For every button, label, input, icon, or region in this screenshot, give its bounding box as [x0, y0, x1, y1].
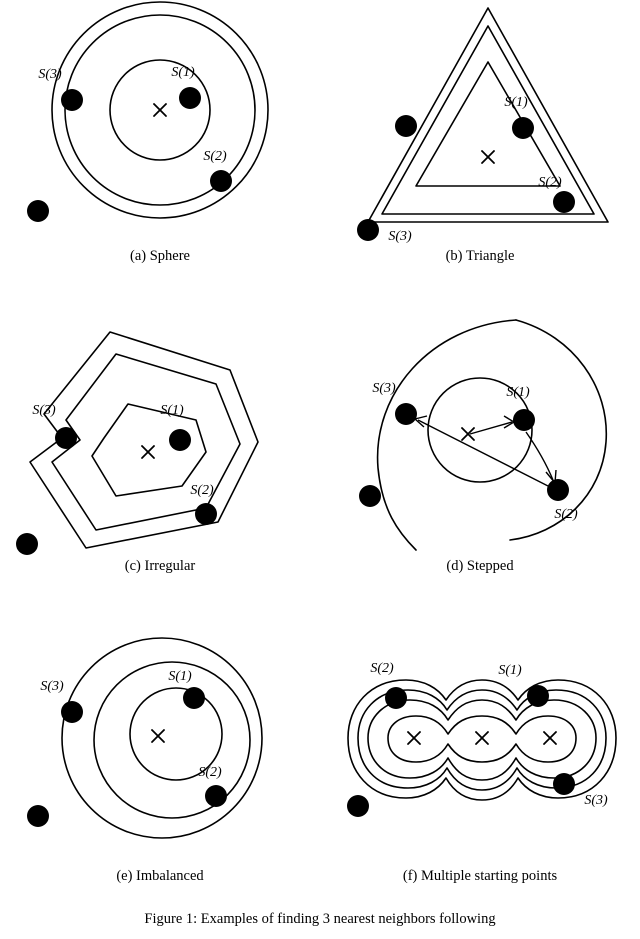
panel-sphere: [0, 0, 320, 290]
label-s2: S(2): [554, 507, 578, 522]
caption-multiple: (f) Multiple starting points: [402, 868, 558, 884]
point-s3: [55, 427, 77, 449]
stepped-diagram: [320, 310, 640, 560]
label-s3: S(3): [388, 229, 412, 244]
point-s1: [513, 409, 535, 431]
point-s1: [179, 87, 201, 109]
label-s2: S(2): [198, 765, 222, 780]
center-cross: [154, 104, 166, 116]
point-s3: [553, 773, 575, 795]
point-extra: [27, 805, 49, 827]
panel-multiple: [320, 620, 640, 910]
label-s1: S(1): [168, 669, 192, 684]
point-s2: [210, 170, 232, 192]
point-s1: [512, 117, 534, 139]
label-s2: S(2): [190, 483, 214, 498]
label-s1: S(1): [171, 65, 195, 80]
panel-imbalanced: [0, 620, 320, 910]
point-s2: [385, 687, 407, 709]
point-s2: [195, 503, 217, 525]
caption-stepped: (d) Stepped: [446, 558, 514, 574]
imbalanced-diagram: [0, 620, 320, 870]
irregular-diagram: [0, 310, 320, 560]
panel-stepped: [320, 310, 640, 600]
center-cross: [142, 446, 154, 458]
point-s1: [183, 687, 205, 709]
label-s1: S(1): [504, 95, 528, 110]
point-extra: [16, 533, 38, 555]
label-s1: S(1): [160, 403, 184, 418]
point-s2: [547, 479, 569, 501]
center-cross-right: [544, 732, 556, 744]
sphere-diagram: [0, 0, 320, 250]
panel-irregular: [0, 310, 320, 600]
arrow-center-to-s1: [470, 416, 514, 434]
point-s2: [553, 191, 575, 213]
point-extra: [347, 795, 369, 817]
contour-outer: [62, 638, 262, 838]
point-extra: [395, 115, 417, 137]
contour-inner: [368, 700, 596, 780]
point-s2: [205, 785, 227, 807]
caption-triangle: (b) Triangle: [445, 248, 515, 264]
point-s3: [61, 701, 83, 723]
point-s3: [357, 219, 379, 241]
point-extra: [27, 200, 49, 222]
center-cross: [152, 730, 164, 742]
point-s1: [169, 429, 191, 451]
center-cross-middle: [476, 732, 488, 744]
point-s3: [395, 403, 417, 425]
caption-irregular: (c) Irregular: [124, 558, 196, 574]
label-s1: S(1): [506, 385, 530, 400]
point-s1: [527, 685, 549, 707]
label-s2: S(2): [370, 661, 394, 676]
label-s3: S(3): [372, 381, 396, 396]
point-s3: [61, 89, 83, 111]
contour-inner: [416, 62, 560, 186]
label-s3: S(3): [40, 679, 64, 694]
panel-triangle: [320, 0, 640, 290]
point-extra: [359, 485, 381, 507]
multiple-diagram: [320, 620, 640, 870]
arrow-s1-to-s2: [526, 432, 556, 483]
label-s1: S(1): [498, 663, 522, 678]
figure-caption: Figure 1: Examples of finding 3 nearest neighbors following: [144, 911, 496, 927]
contour-middle: [52, 354, 240, 530]
triangle-diagram: [320, 0, 640, 250]
label-s3: S(3): [584, 793, 608, 808]
center-cross-left: [408, 732, 420, 744]
center-cross: [482, 151, 494, 163]
caption-imbalanced: (e) Imbalanced: [116, 868, 204, 884]
label-s2: S(2): [203, 149, 227, 164]
label-s3: S(3): [38, 67, 62, 82]
caption-sphere: (a) Sphere: [130, 248, 190, 264]
label-s2: S(2): [538, 175, 562, 190]
label-s3: S(3): [32, 403, 56, 418]
contour-outer: [368, 8, 608, 222]
